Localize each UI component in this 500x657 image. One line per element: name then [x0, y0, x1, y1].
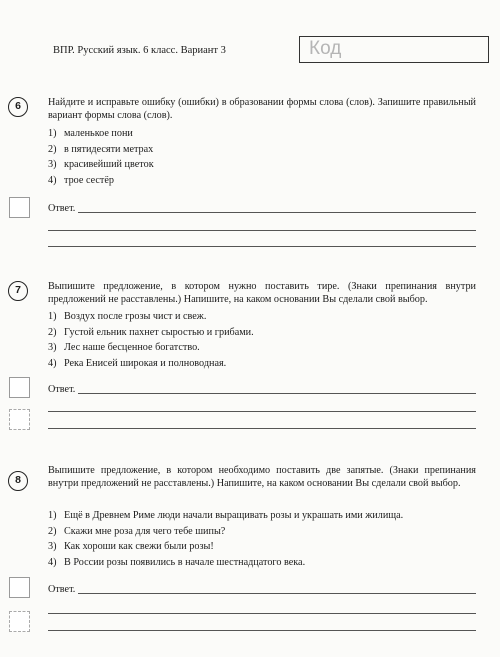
option-item	[48, 126, 154, 142]
option-number: 3)	[48, 159, 57, 171]
task-8-answer-line[interactable]	[78, 593, 476, 594]
task-6-write-line[interactable]	[48, 246, 476, 247]
task-7-score-box-2[interactable]	[9, 409, 30, 430]
option-number: 4)	[48, 357, 57, 369]
task-7-write-line[interactable]	[48, 411, 476, 412]
task-6-number: 6	[8, 97, 28, 117]
option-text: красивейший цветок	[64, 159, 154, 171]
option-number: 2)	[48, 143, 57, 155]
task-7-score-box[interactable]	[9, 377, 30, 398]
task-7-prompt: Выпишите предложение, в котором нужно поставить тире. (Знаки препинания внутри предложений не расставлены.) Напишите, на каком основании Вы сделали свой выбор.	[48, 281, 476, 305]
option-text: в пятидесяти метрах	[64, 143, 154, 155]
option-number: 4)	[48, 556, 57, 568]
option-item	[48, 142, 154, 158]
task-8-number: 8	[8, 471, 28, 491]
task-6-answer-line[interactable]	[78, 212, 476, 213]
task-7-answer-label: Ответ.	[48, 384, 76, 395]
task-7-write-line[interactable]	[48, 428, 476, 429]
option-number: 1)	[48, 311, 57, 322]
task-8-options	[48, 508, 403, 570]
option-item	[48, 325, 254, 341]
option-text: Река Енисей широкая и полноводная.	[64, 357, 227, 369]
task-7-number: 7	[8, 281, 28, 301]
task-6-answer-label: Ответ.	[48, 203, 76, 214]
option-item	[48, 309, 254, 325]
option-text: маленькое пони	[64, 128, 133, 139]
option-item	[48, 539, 403, 555]
option-item	[48, 555, 403, 571]
option-number: 3)	[48, 342, 57, 354]
code-label: Код	[309, 38, 342, 59]
task-8-prompt: Выпишите предложение, в котором необходимо поставить две запятые. (Знаки препинания внутри предложений не расставлены.) Напишите, на каком основании Вы сделали свой выбор.	[48, 465, 476, 489]
option-number: 1)	[48, 128, 57, 139]
page-title: ВПР. Русский язык. 6 класс. Вариант 3	[53, 45, 226, 56]
option-item	[48, 508, 403, 524]
option-text: Густой ельник пахнет сыростью и грибами.	[64, 326, 254, 338]
code-field[interactable]	[299, 36, 489, 63]
option-item	[48, 356, 254, 372]
option-number: 3)	[48, 541, 57, 553]
task-6-write-line[interactable]	[48, 230, 476, 231]
task-7-answer-line[interactable]	[78, 393, 476, 394]
option-item	[48, 340, 254, 356]
option-item	[48, 524, 403, 540]
option-number: 2)	[48, 525, 57, 537]
task-6-score-box[interactable]	[9, 197, 30, 218]
task-8-answer-label: Ответ.	[48, 584, 76, 595]
option-number: 1)	[48, 510, 57, 521]
option-text: Ещё в Древнем Риме люди начали выращивать розы и украшать ими жилища.	[64, 510, 404, 521]
task-8-score-box-2[interactable]	[9, 611, 30, 632]
task-7-options	[48, 309, 254, 371]
option-text: Скажи мне роза для чего тебе шипы?	[64, 525, 226, 537]
task-6-prompt: Найдите и исправьте ошибку (ошибки) в образовании формы слова (слов). Запишите правильный вариант формы слова (слов).	[48, 97, 476, 121]
task-8-write-line[interactable]	[48, 613, 476, 614]
option-text: Воздух после грозы чист и свеж.	[64, 311, 207, 322]
option-text: В России розы появились в начале шестнадцатого века.	[64, 556, 306, 568]
option-text: Лес наше бесценное богатство.	[64, 342, 200, 354]
task-8-write-line[interactable]	[48, 630, 476, 631]
option-number: 4)	[48, 174, 57, 186]
option-item	[48, 173, 154, 189]
option-item	[48, 157, 154, 173]
task-8-score-box[interactable]	[9, 577, 30, 598]
option-text: Как хороши как свежи были розы!	[64, 541, 214, 553]
option-text: трое сестёр	[64, 174, 114, 186]
option-number: 2)	[48, 326, 57, 338]
task-6-options	[48, 126, 154, 188]
